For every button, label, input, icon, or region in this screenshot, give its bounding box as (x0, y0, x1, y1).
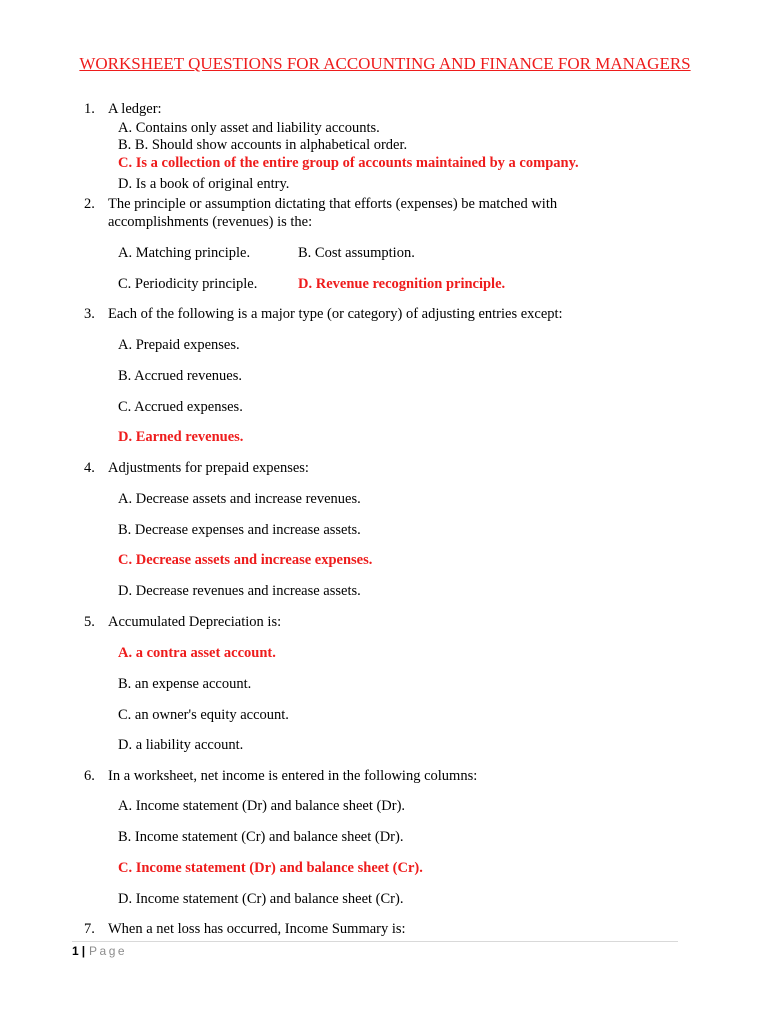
q2-option-c: C. Periodicity principle. (118, 276, 258, 292)
question-number: 7. (84, 921, 95, 937)
question-number: 5. (84, 614, 95, 630)
q6-option-c-answer: C. Income statement (Dr) and balance sheet (Cr). (118, 860, 423, 876)
q2-option-a: A. Matching principle. (118, 245, 251, 261)
q4-option-a: A. Decrease assets and increase revenues. (118, 491, 361, 507)
q5-option-d: D. a liability account. (118, 737, 244, 753)
footer-separator: | (81, 944, 86, 958)
question-number: 3. (84, 306, 95, 322)
q6-option-d: D. Income statement (Cr) and balance sheet (Cr). (118, 891, 404, 907)
question-number: 4. (84, 460, 95, 476)
q3-option-c: C. Accrued expenses. (118, 399, 243, 415)
page-footer (72, 943, 127, 959)
q1-option-a: A. Contains only asset and liability accounts. (118, 120, 380, 136)
question-text: Adjustments for prepaid expenses: (108, 460, 309, 476)
question-text: Each of the following is a major type (or category) of adjusting entries except: (108, 306, 563, 322)
q6-option-b: B. Income statement (Cr) and balance sheet (Dr). (118, 829, 404, 845)
question-text: The principle or assumption dictating that efforts (expenses) be matched with accomplishments (revenues) is the: (108, 196, 558, 230)
q1-option-c-answer: C. Is a collection of the entire group of accounts maintained by a company. (118, 155, 579, 171)
question-text: A ledger: (108, 101, 162, 117)
worksheet-title: WORKSHEET QUESTIONS FOR ACCOUNTING AND FINANCE FOR MANAGERS (79, 54, 691, 73)
question-text: Accumulated Depreciation is: (108, 614, 282, 630)
q2-option-b: B. Cost assumption. (298, 245, 415, 261)
q3-option-d-answer: D. Earned revenues. (118, 429, 244, 445)
q4-option-b: B. Decrease expenses and increase assets. (118, 522, 361, 538)
question-2 (84, 195, 644, 231)
q4-option-c-answer: C. Decrease assets and increase expenses. (118, 552, 373, 568)
q2-option-d-answer: D. Revenue recognition principle. (298, 276, 506, 292)
q3-option-a: A. Prepaid expenses. (118, 337, 240, 353)
q6-option-a: A. Income statement (Dr) and balance sheet (Dr). (118, 798, 406, 814)
q5-option-c: C. an owner's equity account. (118, 707, 289, 723)
question-number: 1. (84, 101, 95, 117)
q5-option-b: B. an expense account. (118, 676, 252, 692)
question-number: 6. (84, 768, 95, 784)
q1-option-d: D. Is a book of original entry. (118, 176, 290, 192)
q1-option-b: B. B. Should show accounts in alphabetical order. (118, 137, 408, 153)
q5-option-a-answer: A. a contra asset account. (118, 645, 276, 661)
question-text: When a net loss has occurred, Income Summary is: (108, 921, 406, 937)
q4-option-d: D. Decrease revenues and increase assets. (118, 583, 361, 599)
question-text: In a worksheet, net income is entered in the following columns: (108, 768, 478, 784)
footer-divider (72, 941, 678, 942)
page-number: 1 (72, 944, 79, 958)
question-number: 2. (84, 196, 95, 212)
q3-option-b: B. Accrued revenues. (118, 368, 243, 384)
page-label: Page (89, 944, 128, 958)
